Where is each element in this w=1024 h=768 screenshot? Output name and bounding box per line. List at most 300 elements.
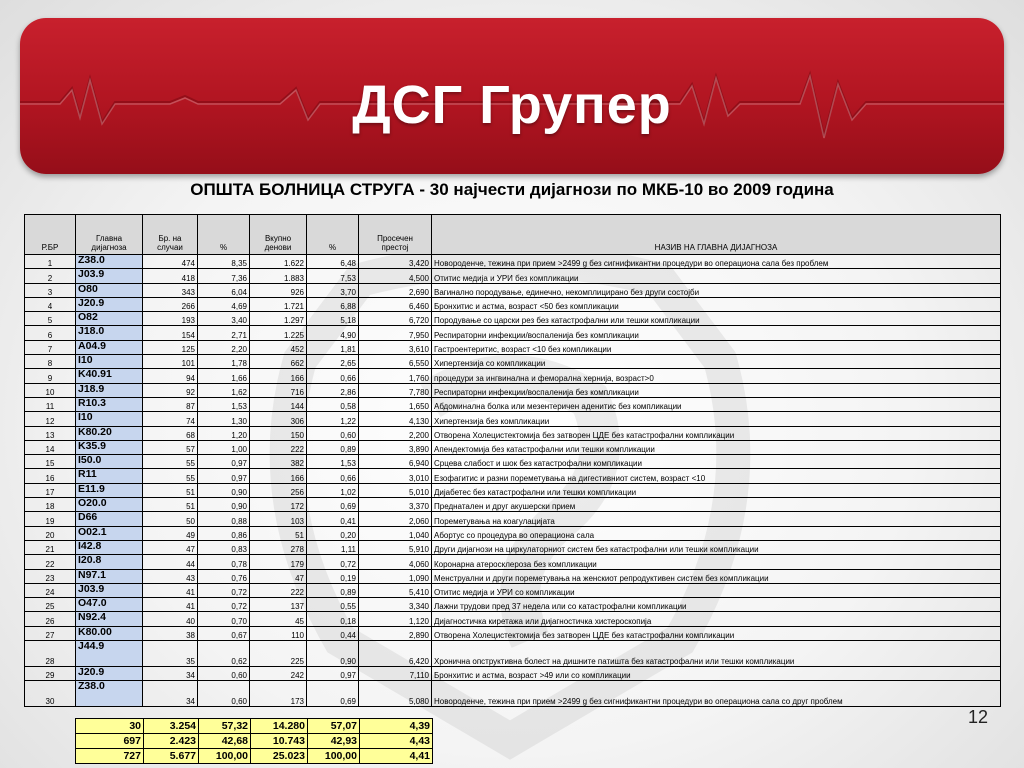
page-number: 12 bbox=[968, 707, 989, 727]
table-row bbox=[25, 540, 1001, 554]
total-days-cell: 47 bbox=[250, 569, 307, 583]
diagnosis-name-cell: Отитис медија и УРИ со компликации bbox=[432, 583, 1001, 597]
case-count-cell: 87 bbox=[143, 397, 198, 411]
table-row bbox=[25, 469, 1001, 483]
row-number-cell: 25 bbox=[25, 598, 76, 612]
days-percent-cell: 1,22 bbox=[307, 412, 359, 426]
diagnosis-name-cell: Менструални и други пореметувања на женскиот репродуктивен систем без компликации bbox=[432, 569, 1001, 583]
row-number-cell: 27 bbox=[25, 626, 76, 640]
table-row bbox=[25, 426, 1001, 440]
table-row bbox=[25, 555, 1001, 569]
days-percent-cell: 3,70 bbox=[307, 283, 359, 297]
diagnosis-code-cell: R10.3 bbox=[76, 397, 143, 411]
days-percent-cell: 0,90 bbox=[307, 641, 359, 667]
total-days-percent-cell: 100,00 bbox=[308, 749, 360, 764]
table-row bbox=[25, 255, 1001, 269]
days-percent-cell: 0,44 bbox=[307, 626, 359, 640]
table-row bbox=[25, 641, 1001, 667]
total-days-cell: 25.023 bbox=[251, 749, 308, 764]
case-count-cell: 44 bbox=[143, 555, 198, 569]
diagnosis-name-cell: Новороденче, тежина при прием >2499 g без сигнификантни процедури во операциона сала без проблем bbox=[432, 255, 1001, 269]
average-stay-cell: 4,130 bbox=[359, 412, 432, 426]
total-days-cell: 222 bbox=[250, 583, 307, 597]
average-stay-cell: 6,550 bbox=[359, 355, 432, 369]
table-subtitle: ОПШТА БОЛНИЦА СТРУГА - 30 најчести дијагнози по МКБ-10 во 2009 година bbox=[190, 180, 834, 199]
days-percent-cell: 1,81 bbox=[307, 340, 359, 354]
diagnosis-code-cell: J18.9 bbox=[76, 383, 143, 397]
diagnosis-name-cell: Други дијагнози на циркулаторниот систем без катастрофални или тешки компликации bbox=[432, 540, 1001, 554]
total-days-cell: 1.622 bbox=[250, 255, 307, 269]
case-percent-cell: 1,78 bbox=[198, 355, 250, 369]
total-count-cell: 30 bbox=[76, 719, 144, 734]
case-percent-cell: 0,97 bbox=[198, 455, 250, 469]
case-count-cell: 55 bbox=[143, 455, 198, 469]
total-case-percent-cell: 42,68 bbox=[199, 734, 251, 749]
case-percent-cell: 0,60 bbox=[198, 681, 250, 707]
case-count-cell: 35 bbox=[143, 641, 198, 667]
header-case-count: Бр. на случаи bbox=[143, 215, 198, 255]
case-count-cell: 41 bbox=[143, 598, 198, 612]
days-percent-cell: 0,72 bbox=[307, 555, 359, 569]
row-number-cell: 2 bbox=[25, 269, 76, 283]
diagnosis-code-cell: N92.4 bbox=[76, 612, 143, 626]
days-percent-cell: 0,89 bbox=[307, 583, 359, 597]
table-row bbox=[25, 312, 1001, 326]
case-percent-cell: 0,72 bbox=[198, 583, 250, 597]
diagnosis-name-cell: Респираторни инфекции/воспаленија без компликации bbox=[432, 326, 1001, 340]
total-days-cell: 45 bbox=[250, 612, 307, 626]
diagnosis-code-cell: J03.9 bbox=[76, 583, 143, 597]
diagnosis-name-cell: Преднатален и друг акушерски прием bbox=[432, 498, 1001, 512]
total-days-cell: 172 bbox=[250, 498, 307, 512]
days-percent-cell: 0,20 bbox=[307, 526, 359, 540]
diagnosis-code-cell: I10 bbox=[76, 412, 143, 426]
days-percent-cell: 0,89 bbox=[307, 440, 359, 454]
case-percent-cell: 0,86 bbox=[198, 526, 250, 540]
row-number-cell: 17 bbox=[25, 483, 76, 497]
row-number-cell: 18 bbox=[25, 498, 76, 512]
case-count-cell: 154 bbox=[143, 326, 198, 340]
case-count-cell: 34 bbox=[143, 667, 198, 681]
total-days-cell: 173 bbox=[250, 681, 307, 707]
diagnosis-name-cell: Пореметувања на коагулацијата bbox=[432, 512, 1001, 526]
case-count-cell: 40 bbox=[143, 612, 198, 626]
diagnosis-code-cell: I20.8 bbox=[76, 555, 143, 569]
table-row bbox=[25, 440, 1001, 454]
diagnosis-table bbox=[24, 214, 1001, 707]
table-row bbox=[25, 512, 1001, 526]
row-number-cell: 20 bbox=[25, 526, 76, 540]
diagnosis-code-cell: J44.9 bbox=[76, 641, 143, 667]
diagnosis-name-cell: Дијабетес без катастрофални или тешки компликации bbox=[432, 483, 1001, 497]
total-days-cell: 166 bbox=[250, 369, 307, 383]
row-number-cell: 5 bbox=[25, 312, 76, 326]
diagnosis-code-cell: I42.8 bbox=[76, 540, 143, 554]
case-percent-cell: 0,70 bbox=[198, 612, 250, 626]
row-number-cell: 30 bbox=[25, 681, 76, 707]
total-days-cell: 1.883 bbox=[250, 269, 307, 283]
average-stay-cell: 5,410 bbox=[359, 583, 432, 597]
case-count-cell: 41 bbox=[143, 583, 198, 597]
diagnosis-name-cell: Отитис медија и УРИ без компликации bbox=[432, 269, 1001, 283]
diagnosis-name-cell: Лажни трудови пред 37 недела или со катастрофални компликации bbox=[432, 598, 1001, 612]
average-stay-cell: 6,720 bbox=[359, 312, 432, 326]
table-row bbox=[25, 326, 1001, 340]
average-stay-cell: 1,650 bbox=[359, 397, 432, 411]
diagnosis-name-cell: Новороденче, тежина при прием >2499 g без сигнификантни процедури во операциона сала со друг проблем bbox=[432, 681, 1001, 707]
header-diagnosis-name: НАЗИВ НА ГЛАВНА ДИЈАГНОЗА bbox=[432, 215, 1001, 255]
slide-title: ДСГ Групер bbox=[352, 75, 672, 135]
table-row bbox=[25, 612, 1001, 626]
average-stay-cell: 6,420 bbox=[359, 641, 432, 667]
row-number-cell: 8 bbox=[25, 355, 76, 369]
diagnosis-name-cell: Срцева слабост и шок без катастрофални компликации bbox=[432, 455, 1001, 469]
total-average-stay-cell: 4,41 bbox=[360, 749, 433, 764]
total-days-cell: 10.743 bbox=[251, 734, 308, 749]
average-stay-cell: 2,690 bbox=[359, 283, 432, 297]
case-count-cell: 47 bbox=[143, 540, 198, 554]
diagnosis-code-cell: J20.9 bbox=[76, 667, 143, 681]
days-percent-cell: 1,11 bbox=[307, 540, 359, 554]
case-percent-cell: 6,04 bbox=[198, 283, 250, 297]
table-row bbox=[25, 355, 1001, 369]
average-stay-cell: 7,950 bbox=[359, 326, 432, 340]
average-stay-cell: 4,060 bbox=[359, 555, 432, 569]
table-row bbox=[25, 526, 1001, 540]
total-days-cell: 150 bbox=[250, 426, 307, 440]
total-days-percent-cell: 57,07 bbox=[308, 719, 360, 734]
table-row bbox=[25, 297, 1001, 311]
table-row bbox=[25, 598, 1001, 612]
diagnosis-name-cell: процедури за ингвинална и феморална хернија, возраст>0 bbox=[432, 369, 1001, 383]
average-stay-cell: 1,090 bbox=[359, 569, 432, 583]
days-percent-cell: 0,19 bbox=[307, 569, 359, 583]
case-count-cell: 343 bbox=[143, 283, 198, 297]
row-number-cell: 22 bbox=[25, 555, 76, 569]
diagnosis-code-cell: O02.1 bbox=[76, 526, 143, 540]
diagnosis-name-cell: Бронхитис и астма, возраст >49 или со компликации bbox=[432, 667, 1001, 681]
days-percent-cell: 0,55 bbox=[307, 598, 359, 612]
case-percent-cell: 0,76 bbox=[198, 569, 250, 583]
days-percent-cell: 7,53 bbox=[307, 269, 359, 283]
diagnosis-name-cell: Абортус со процедура во операциона сала bbox=[432, 526, 1001, 540]
table-row bbox=[25, 455, 1001, 469]
table-row bbox=[25, 583, 1001, 597]
diagnosis-name-cell: Хронична опструктивна болест на дишните патишта без катастрофални или тешки компликации bbox=[432, 641, 1001, 667]
totals-row bbox=[76, 719, 433, 734]
diagnosis-name-cell: Породување со царски рез без катастрофални или тешки компликации bbox=[432, 312, 1001, 326]
case-percent-cell: 0,97 bbox=[198, 469, 250, 483]
case-count-cell: 55 bbox=[143, 469, 198, 483]
average-stay-cell: 4,500 bbox=[359, 269, 432, 283]
total-cases-cell: 3.254 bbox=[144, 719, 199, 734]
days-percent-cell: 1,53 bbox=[307, 455, 359, 469]
table-row bbox=[25, 412, 1001, 426]
case-count-cell: 101 bbox=[143, 355, 198, 369]
average-stay-cell: 5,910 bbox=[359, 540, 432, 554]
days-percent-cell: 4,90 bbox=[307, 326, 359, 340]
case-percent-cell: 0,62 bbox=[198, 641, 250, 667]
diagnosis-code-cell: I50.0 bbox=[76, 455, 143, 469]
average-stay-cell: 3,010 bbox=[359, 469, 432, 483]
row-number-cell: 29 bbox=[25, 667, 76, 681]
row-number-cell: 12 bbox=[25, 412, 76, 426]
case-count-cell: 68 bbox=[143, 426, 198, 440]
days-percent-cell: 0,41 bbox=[307, 512, 359, 526]
total-days-cell: 382 bbox=[250, 455, 307, 469]
case-percent-cell: 8,35 bbox=[198, 255, 250, 269]
total-days-cell: 306 bbox=[250, 412, 307, 426]
average-stay-cell: 2,890 bbox=[359, 626, 432, 640]
diagnosis-name-cell: Хипертензија без компликации bbox=[432, 412, 1001, 426]
diagnosis-name-cell: Апендектомија без катастрофални или тешки компликации bbox=[432, 440, 1001, 454]
row-number-cell: 23 bbox=[25, 569, 76, 583]
total-days-cell: 1.297 bbox=[250, 312, 307, 326]
average-stay-cell: 2,200 bbox=[359, 426, 432, 440]
average-stay-cell: 1,040 bbox=[359, 526, 432, 540]
total-days-cell: 1.721 bbox=[250, 297, 307, 311]
diagnosis-name-cell: Хипертензија со компликации bbox=[432, 355, 1001, 369]
average-stay-cell: 1,120 bbox=[359, 612, 432, 626]
case-count-cell: 51 bbox=[143, 483, 198, 497]
total-days-cell: 716 bbox=[250, 383, 307, 397]
table-row bbox=[25, 626, 1001, 640]
diagnosis-code-cell: J20.9 bbox=[76, 297, 143, 311]
average-stay-cell: 5,080 bbox=[359, 681, 432, 707]
diagnosis-name-cell: Дијагностичка киретажа или дијагностичка хистероскопија bbox=[432, 612, 1001, 626]
average-stay-cell: 6,940 bbox=[359, 455, 432, 469]
total-days-cell: 179 bbox=[250, 555, 307, 569]
table-header-row bbox=[25, 215, 1001, 255]
totals-row bbox=[76, 734, 433, 749]
average-stay-cell: 6,460 bbox=[359, 297, 432, 311]
case-percent-cell: 1,62 bbox=[198, 383, 250, 397]
case-count-cell: 92 bbox=[143, 383, 198, 397]
total-days-cell: 222 bbox=[250, 440, 307, 454]
title-banner bbox=[20, 18, 1004, 174]
row-number-cell: 26 bbox=[25, 612, 76, 626]
totals-row bbox=[76, 749, 433, 764]
total-days-cell: 225 bbox=[250, 641, 307, 667]
diagnosis-name-cell: Респираторни инфекции/воспаленија без компликации bbox=[432, 383, 1001, 397]
table-row bbox=[25, 397, 1001, 411]
row-number-cell: 13 bbox=[25, 426, 76, 440]
total-days-cell: 452 bbox=[250, 340, 307, 354]
total-days-cell: 51 bbox=[250, 526, 307, 540]
total-days-cell: 110 bbox=[250, 626, 307, 640]
header-main-diagnosis: Главна дијагноза bbox=[76, 215, 143, 255]
header-average-stay: Просечен престој bbox=[359, 215, 432, 255]
days-percent-cell: 6,48 bbox=[307, 255, 359, 269]
diagnosis-name-cell: Вагинално породување, единечно, некомплицирано без други состојби bbox=[432, 283, 1001, 297]
diagnosis-code-cell: O47.0 bbox=[76, 598, 143, 612]
case-percent-cell: 1,00 bbox=[198, 440, 250, 454]
row-number-cell: 28 bbox=[25, 641, 76, 667]
total-days-cell: 144 bbox=[250, 397, 307, 411]
days-percent-cell: 0,18 bbox=[307, 612, 359, 626]
case-percent-cell: 4,69 bbox=[198, 297, 250, 311]
diagnosis-code-cell: Z38.0 bbox=[76, 681, 143, 707]
average-stay-cell: 3,610 bbox=[359, 340, 432, 354]
total-case-percent-cell: 100,00 bbox=[199, 749, 251, 764]
row-number-cell: 24 bbox=[25, 583, 76, 597]
table-row bbox=[25, 498, 1001, 512]
case-count-cell: 193 bbox=[143, 312, 198, 326]
days-percent-cell: 0,60 bbox=[307, 426, 359, 440]
row-number-cell: 15 bbox=[25, 455, 76, 469]
case-count-cell: 418 bbox=[143, 269, 198, 283]
diagnosis-code-cell: K80.00 bbox=[76, 626, 143, 640]
total-days-cell: 137 bbox=[250, 598, 307, 612]
diagnosis-code-cell: R11 bbox=[76, 469, 143, 483]
diagnosis-code-cell: I10 bbox=[76, 355, 143, 369]
totals-table bbox=[75, 718, 433, 764]
total-days-percent-cell: 42,93 bbox=[308, 734, 360, 749]
days-percent-cell: 1,02 bbox=[307, 483, 359, 497]
total-days-cell: 166 bbox=[250, 469, 307, 483]
total-days-cell: 256 bbox=[250, 483, 307, 497]
case-percent-cell: 2,20 bbox=[198, 340, 250, 354]
average-stay-cell: 2,060 bbox=[359, 512, 432, 526]
days-percent-cell: 0,66 bbox=[307, 369, 359, 383]
case-percent-cell: 0,83 bbox=[198, 540, 250, 554]
case-percent-cell: 0,78 bbox=[198, 555, 250, 569]
diagnosis-code-cell: K40.91 bbox=[76, 369, 143, 383]
average-stay-cell: 3,340 bbox=[359, 598, 432, 612]
total-days-cell: 278 bbox=[250, 540, 307, 554]
diagnosis-code-cell: E11.9 bbox=[76, 483, 143, 497]
average-stay-cell: 7,780 bbox=[359, 383, 432, 397]
case-percent-cell: 1,53 bbox=[198, 397, 250, 411]
days-percent-cell: 5,18 bbox=[307, 312, 359, 326]
row-number-cell: 16 bbox=[25, 469, 76, 483]
average-stay-cell: 3,370 bbox=[359, 498, 432, 512]
table-row bbox=[25, 681, 1001, 707]
diagnosis-code-cell: O80 bbox=[76, 283, 143, 297]
case-percent-cell: 0,72 bbox=[198, 598, 250, 612]
diagnosis-code-cell: D66 bbox=[76, 512, 143, 526]
case-percent-cell: 0,88 bbox=[198, 512, 250, 526]
days-percent-cell: 0,66 bbox=[307, 469, 359, 483]
row-number-cell: 6 bbox=[25, 326, 76, 340]
diagnosis-name-cell: Езофагитис и разни пореметувања на дигестивниот систем, возраст <10 bbox=[432, 469, 1001, 483]
case-percent-cell: 0,67 bbox=[198, 626, 250, 640]
diagnosis-code-cell: N97.1 bbox=[76, 569, 143, 583]
diagnosis-name-cell: Коронарна атеросклероза без компликации bbox=[432, 555, 1001, 569]
case-count-cell: 51 bbox=[143, 498, 198, 512]
case-percent-cell: 0,90 bbox=[198, 483, 250, 497]
case-percent-cell: 1,66 bbox=[198, 369, 250, 383]
case-count-cell: 50 bbox=[143, 512, 198, 526]
days-percent-cell: 2,86 bbox=[307, 383, 359, 397]
total-average-stay-cell: 4,43 bbox=[360, 734, 433, 749]
diagnosis-name-cell: Бронхитис и астма, возраст <50 без компликации bbox=[432, 297, 1001, 311]
row-number-cell: 3 bbox=[25, 283, 76, 297]
case-count-cell: 43 bbox=[143, 569, 198, 583]
table-row bbox=[25, 667, 1001, 681]
days-percent-cell: 0,97 bbox=[307, 667, 359, 681]
diagnosis-name-cell: Абдоминална болка или мезентеричен аденитис без компликации bbox=[432, 397, 1001, 411]
case-count-cell: 94 bbox=[143, 369, 198, 383]
row-number-cell: 19 bbox=[25, 512, 76, 526]
case-count-cell: 34 bbox=[143, 681, 198, 707]
diagnosis-code-cell: A04.9 bbox=[76, 340, 143, 354]
total-days-cell: 926 bbox=[250, 283, 307, 297]
case-count-cell: 49 bbox=[143, 526, 198, 540]
days-percent-cell: 2,65 bbox=[307, 355, 359, 369]
table-row bbox=[25, 340, 1001, 354]
total-days-cell: 242 bbox=[250, 667, 307, 681]
case-count-cell: 474 bbox=[143, 255, 198, 269]
days-percent-cell: 0,58 bbox=[307, 397, 359, 411]
case-count-cell: 266 bbox=[143, 297, 198, 311]
header-case-percent: % bbox=[198, 215, 250, 255]
case-percent-cell: 1,30 bbox=[198, 412, 250, 426]
average-stay-cell: 3,890 bbox=[359, 440, 432, 454]
total-cases-cell: 5.677 bbox=[144, 749, 199, 764]
case-percent-cell: 0,90 bbox=[198, 498, 250, 512]
diagnosis-name-cell: Гастроентеритис, возраст <10 без компликации bbox=[432, 340, 1001, 354]
case-percent-cell: 7,36 bbox=[198, 269, 250, 283]
case-percent-cell: 0,60 bbox=[198, 667, 250, 681]
total-cases-cell: 2.423 bbox=[144, 734, 199, 749]
total-case-percent-cell: 57,32 bbox=[199, 719, 251, 734]
table-row bbox=[25, 383, 1001, 397]
row-number-cell: 21 bbox=[25, 540, 76, 554]
row-number-cell: 4 bbox=[25, 297, 76, 311]
case-percent-cell: 2,71 bbox=[198, 326, 250, 340]
total-days-cell: 662 bbox=[250, 355, 307, 369]
total-average-stay-cell: 4,39 bbox=[360, 719, 433, 734]
diagnosis-name-cell: Отворена Холецистектомија без затворен ЦДЕ без катастрофални компликации bbox=[432, 426, 1001, 440]
table-row bbox=[25, 269, 1001, 283]
diagnosis-name-cell: Отворена Холецистектомија без затворен ЦДЕ без катастрофални компликации bbox=[432, 626, 1001, 640]
days-percent-cell: 0,69 bbox=[307, 681, 359, 707]
case-count-cell: 125 bbox=[143, 340, 198, 354]
average-stay-cell: 3,420 bbox=[359, 255, 432, 269]
total-days-cell: 14.280 bbox=[251, 719, 308, 734]
case-percent-cell: 1,20 bbox=[198, 426, 250, 440]
diagnosis-code-cell: Z38.0 bbox=[76, 255, 143, 269]
row-number-cell: 10 bbox=[25, 383, 76, 397]
diagnosis-code-cell: J03.9 bbox=[76, 269, 143, 283]
case-count-cell: 38 bbox=[143, 626, 198, 640]
average-stay-cell: 5,010 bbox=[359, 483, 432, 497]
diagnosis-code-cell: K80.20 bbox=[76, 426, 143, 440]
header-total-days: Вкупно денови bbox=[250, 215, 307, 255]
row-number-cell: 14 bbox=[25, 440, 76, 454]
header-days-percent: % bbox=[307, 215, 359, 255]
case-percent-cell: 3,40 bbox=[198, 312, 250, 326]
days-percent-cell: 6,88 bbox=[307, 297, 359, 311]
table-row bbox=[25, 369, 1001, 383]
diagnosis-code-cell: J18.0 bbox=[76, 326, 143, 340]
table-row bbox=[25, 483, 1001, 497]
total-days-cell: 1.225 bbox=[250, 326, 307, 340]
table-row bbox=[25, 283, 1001, 297]
table-row bbox=[25, 569, 1001, 583]
header-rb: Р.БР bbox=[25, 215, 76, 255]
row-number-cell: 1 bbox=[25, 255, 76, 269]
average-stay-cell: 7,110 bbox=[359, 667, 432, 681]
average-stay-cell: 1,760 bbox=[359, 369, 432, 383]
total-count-cell: 727 bbox=[76, 749, 144, 764]
diagnosis-code-cell: O20.0 bbox=[76, 498, 143, 512]
total-days-cell: 103 bbox=[250, 512, 307, 526]
diagnosis-code-cell: O82 bbox=[76, 312, 143, 326]
case-count-cell: 57 bbox=[143, 440, 198, 454]
diagnosis-code-cell: K35.9 bbox=[76, 440, 143, 454]
